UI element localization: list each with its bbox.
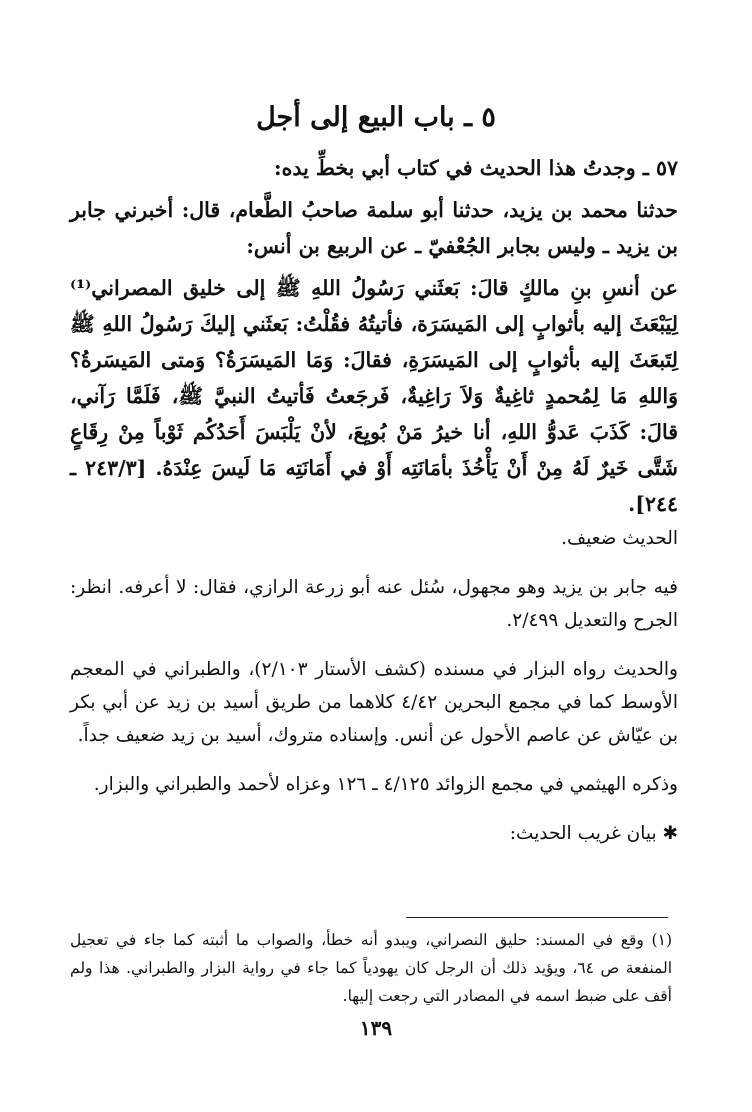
footnote-divider [406, 917, 668, 918]
chapter-title: ٥ ـ باب البيع إلى أجل [256, 102, 496, 133]
footnote-1: (١) وقع في المسند: حليق النصراني، ويبدو أنه خطأ، والصواب ما أثبته كما جاء في تعجيل المنفعة ص ٦٤، ويؤيد ذلك أن الرجل كان يهودياً كما جاء في رواية البزار والطبراني. هذا ولم أقف على ضبط اسمه في المصادر التي رجعت إليها. [70, 931, 673, 1005]
commentary [70, 522, 678, 866]
gharib-heading: ✱ بيان غريب الحديث: [509, 823, 678, 844]
hadith-isnad: حدثنا محمد بن يزيد، حدثنا أبو سلمة صاحبُ الطَّعام، قال: أخبرني جابر بن يزيد ـ وليس بجابر الجُعْفيّ ـ عن الربيع بن أنس: [70, 198, 678, 258]
page-number: ١٣٩ [359, 1016, 393, 1040]
footnotes [70, 926, 672, 1010]
hadith-grade: الحديث ضعيف. [561, 528, 678, 549]
takhrij-paragraph: والحديث رواه البزار في مسنده (كشف الأستار ٢/١٠٣)، والطبراني في المعجم الأوسط كما في مجمع البحرين ٤/٤٢ كلاهما من طريق أسيد بن زيد عن أبي بكر بن عيّاش عن عاصم الأحول عن أنس. وإسناده متروك، أسيد بن زيد ضعيف جداً. [70, 659, 678, 746]
hadith-matn: عن أنسِ بنِ مالكٍ قالَ: بَعثَني رَسُولُ اللهِ ﷺ إلى خليق المصراني⁽¹⁾ لِيَبْعَثَ إليه بأثوابٍ إلى المَيسَرَة، فأتيتُهُ فقُلْتُ: بَعثَني إليكَ رَسُولُ اللهِ ﷺ لِتَبعَثَ إليه بأثوابٍ إلى المَيسَرَةِ، فقالَ: وَمَا المَيسَرَةُ؟ وَمتى المَيسَرةُ؟ وَاللهِ مَا لِمُحمدٍ ثاغِيةٌ وَلاَ رَاغِيةٌ، فَرجَعتُ فَأتيتُ النبيَّ ﷺ، فَلَمَّا رَآني، قالَ: كَذَبَ عَدوُّ اللهِ، أنا خيرُ مَنْ بُويِعَ، لأنْ يَلْبَسَ أَحَدُكُم ثَوْباً مِنْ رِقَاعٍ شَتَّى خَيرٌ لَهُ مِنْ أَنْ يَأْخُذَ بأمَانَتِه أَوْ في أَمَانَتِه مَا لَيسَ عِنْدَهُ. [٢٤٣/٣ ـ ٢٤٤]. [70, 276, 678, 516]
hadith-block [70, 150, 678, 522]
haythami-paragraph: وذكره الهيثمي في مجمع الزوائد ٤/١٢٥ ـ ١٢٦ وعزاه لأحمد والطبراني والبزار. [93, 774, 678, 795]
hadith-intro: ٥٧ ـ وجدتُ هذا الحديث في كتاب أبي بخطِّ يده: [274, 156, 678, 180]
narrator-note: فيه جابر بن يزيد وهو مجهول، سُئل عنه أبو زرعة الرازي، فقال: لا أعرفه. انظر: الجرح والتعديل ٢/٤٩٩. [70, 577, 678, 631]
